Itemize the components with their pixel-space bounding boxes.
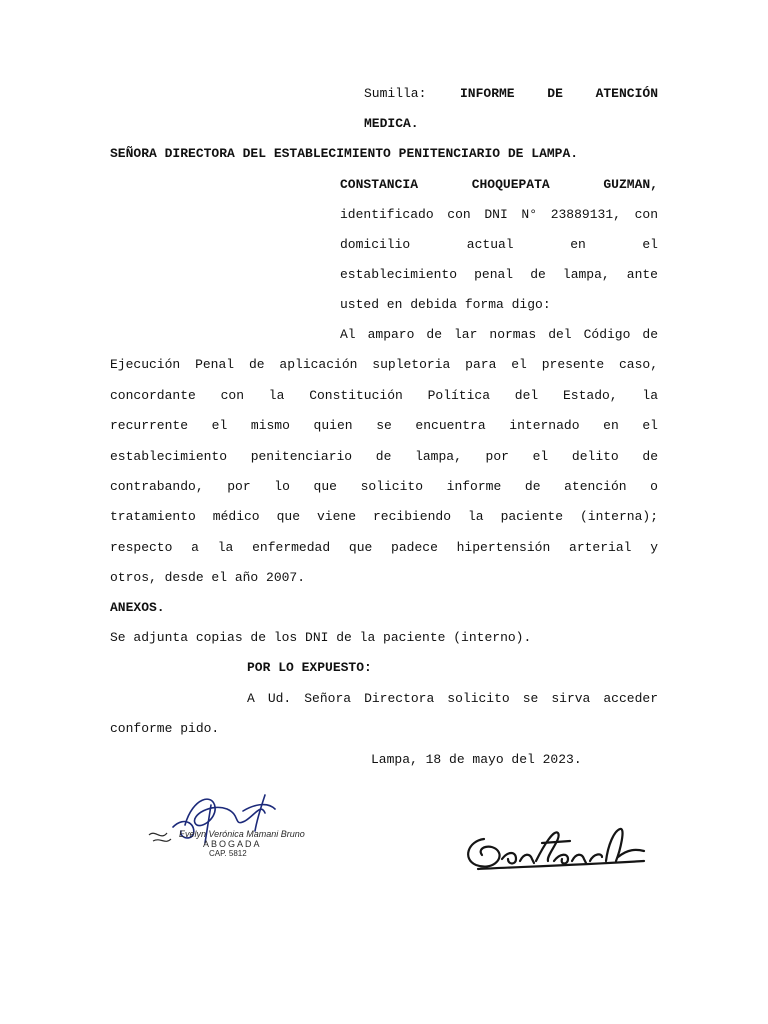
identification-line: usted en debida forma digo: [340,297,551,312]
lawyer-signature-stamp [115,785,345,885]
sumilla-label: Sumilla: [364,86,427,101]
body-line: Ejecución Penal de aplicación supletoria para el presente caso, [110,357,658,372]
body-line: Al amparo de lar normas del Código de [340,327,658,342]
identification-line: CONSTANCIA CHOQUEPATA GUZMAN, [340,177,658,192]
annexes-heading: ANEXOS. [110,600,165,615]
closing-heading: POR LO EXPUESTO: [247,660,372,675]
sumilla-title-line1: INFORME DE ATENCIÓN [460,86,658,101]
addressee: SEÑORA DIRECTORA DEL ESTABLECIMIENTO PENITENCIARIO DE LAMPA. [110,146,579,161]
stamp-reg: CAP. 5812 [209,849,247,858]
date-line: Lampa, 18 de mayo del 2023. [371,752,582,767]
body-line: recurrente el mismo quien se encuentra internado en el [110,418,658,433]
body-line: concordante con la Constitución Política del Estado, la [110,388,658,403]
identification-line: establecimiento penal de lampa, ante [340,267,658,282]
body-line: contrabando, por lo que solicito informe de atención o [110,479,658,494]
annexes-text: Se adjunta copias de los DNI de la paciente (interno). [110,630,532,645]
stamp-role: ABOGADA [203,839,262,849]
identification-line: domicilio actual en el [340,237,658,252]
identification-line: identificado con DNI N° 23889131, con [340,207,658,222]
closing-line2: conforme pido. [110,721,220,736]
body-line: respecto a la enfermedad que padece hipertensión arterial y [110,540,658,555]
body-line: tratamiento médico que viene recibiendo la paciente (interna); [110,509,658,524]
stamp-name: Evelyn Verónica Mamani Bruno [179,829,305,839]
body-line: establecimiento penitenciario de lampa, por el delito de [110,449,658,464]
body-line: otros, desde el año 2007. [110,570,306,585]
sumilla-title-line2: MEDICA. [364,116,419,131]
closing-line1: A Ud. Señora Directora solicito se sirva acceder [247,691,658,706]
applicant-signature [458,815,658,885]
